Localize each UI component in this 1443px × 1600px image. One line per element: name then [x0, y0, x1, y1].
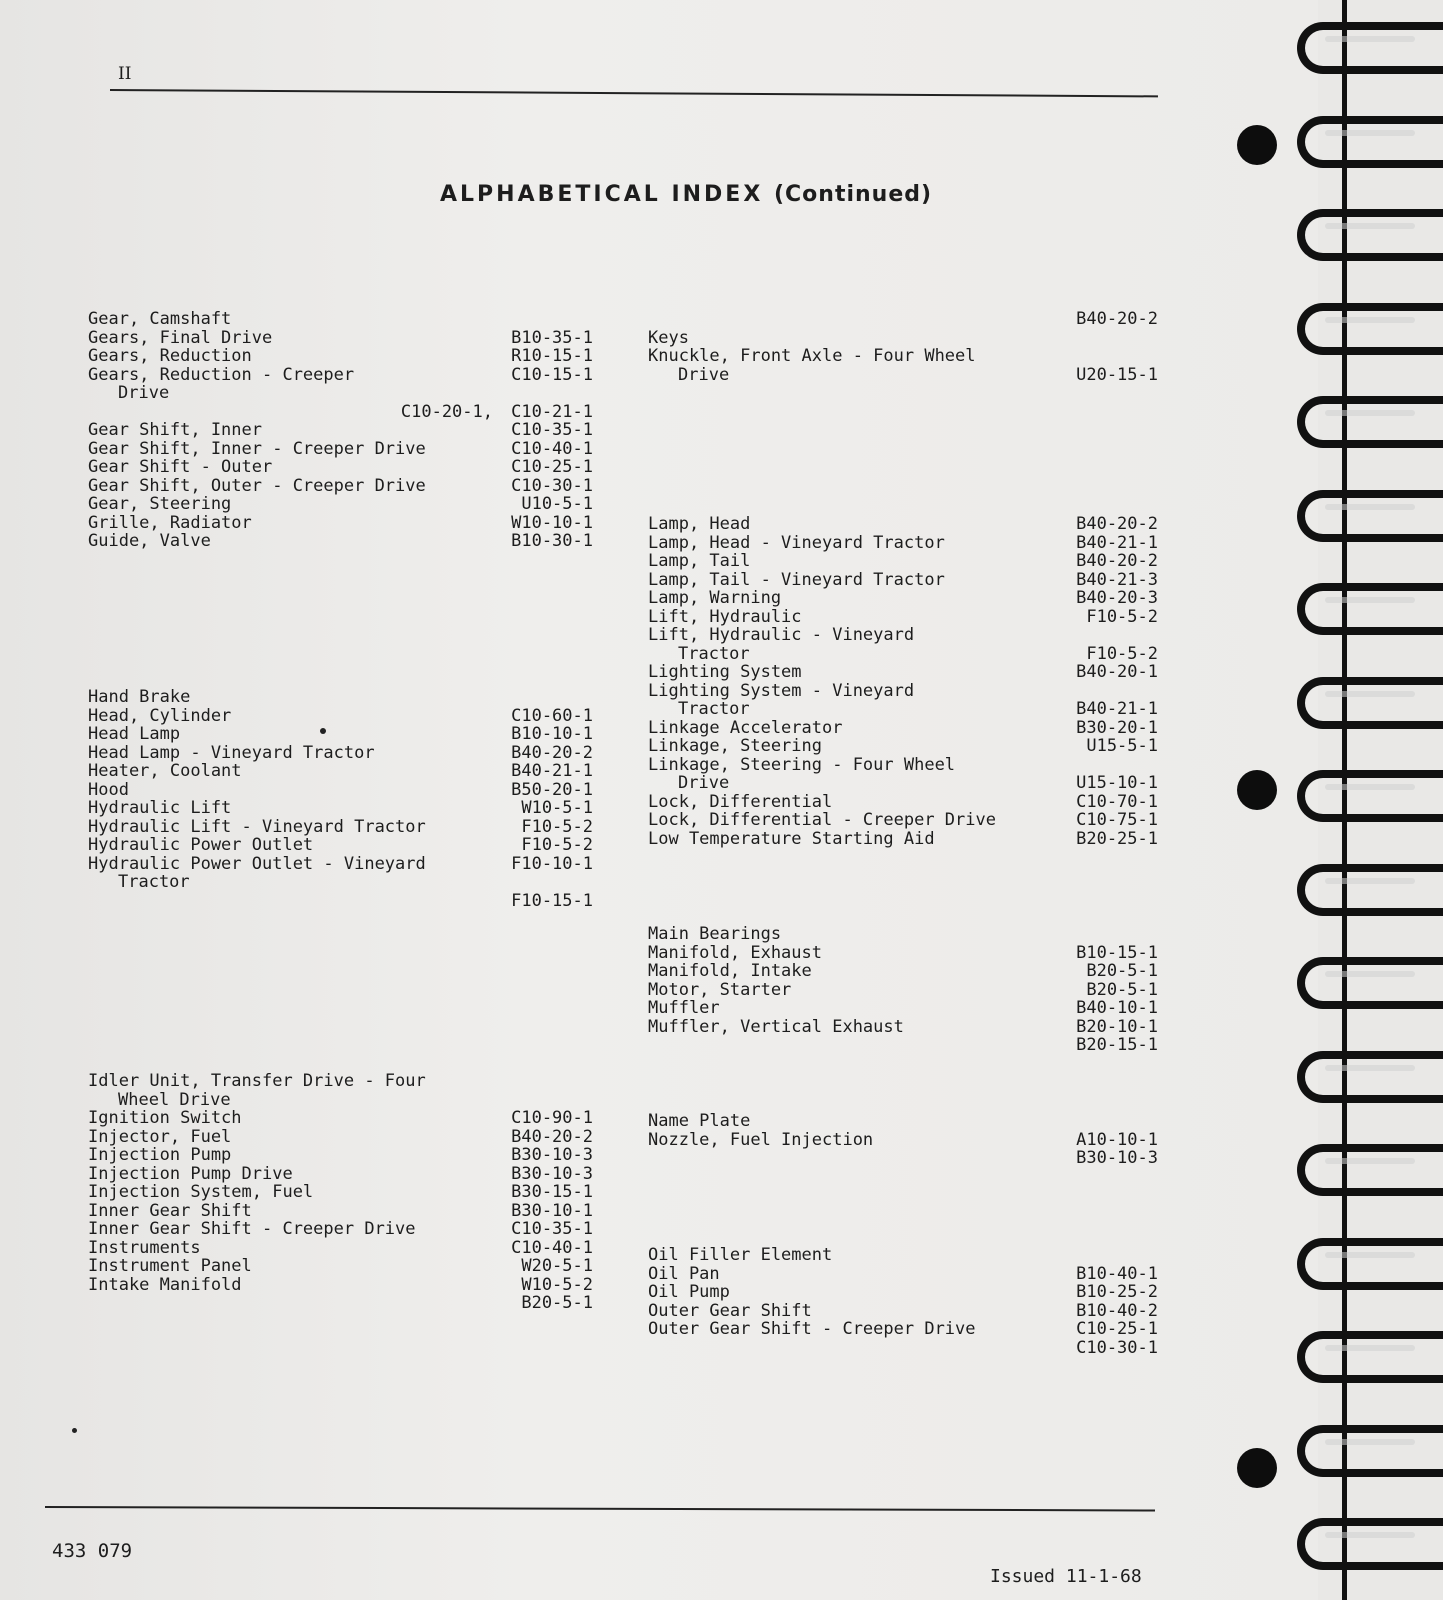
binding-ring	[1297, 1238, 1443, 1290]
entry-reference: B40-21-3	[1076, 569, 1158, 590]
entry-reference: B10-25-2	[1076, 1282, 1158, 1302]
entry-label: Oil Pump	[648, 1282, 730, 1302]
entry-label: Lock, Differential - Creeper Drive	[648, 810, 996, 830]
entry-label: Drive	[678, 773, 730, 793]
entry-reference: B40-20-2	[511, 1126, 593, 1147]
entry-reference: C10-30-1	[1076, 1337, 1158, 1358]
index-entry	[648, 811, 1158, 830]
index-entry	[648, 682, 1158, 701]
entry-label: Hand Brake	[88, 687, 191, 707]
index-entry	[88, 440, 593, 459]
entry-label: Heater, Coolant	[88, 761, 242, 781]
entry-reference: F10-5-2	[521, 835, 593, 855]
index-entry	[88, 855, 593, 874]
entry-label: Lock, Differential	[648, 791, 833, 812]
entry-label: Head Lamp	[88, 724, 181, 744]
index-entry	[88, 799, 593, 818]
entry-label: Gear, Camshaft	[88, 309, 232, 329]
entry-reference: R10-15-1	[511, 346, 593, 366]
title-main: ALPHABETICAL INDEX	[440, 182, 764, 207]
index-entry	[88, 744, 593, 763]
binding-ring	[1297, 116, 1443, 168]
entry-reference: C10-15-1	[511, 364, 593, 385]
entry-reference: C10-25-1	[511, 457, 593, 477]
entry-label: Gears, Reduction	[88, 346, 252, 366]
entry-reference: B40-20-3	[1076, 588, 1158, 608]
entry-label: Guide, Valve	[88, 531, 211, 551]
entry-label: Ignition Switch	[88, 1108, 242, 1128]
binding-ring	[1297, 303, 1443, 355]
entry-reference: U10-5-1	[521, 494, 593, 514]
right-group	[648, 1246, 1158, 1357]
index-entry	[648, 1320, 1158, 1339]
entry-label: Tractor	[678, 699, 750, 719]
binding-ring	[1297, 22, 1443, 74]
index-entry	[648, 1265, 1158, 1284]
entry-reference: W10-10-1	[511, 512, 593, 533]
entry-reference: B10-10-1	[511, 724, 593, 744]
index-entry	[648, 645, 1158, 664]
entry-reference: B20-25-1	[1076, 828, 1158, 849]
index-entry	[88, 310, 593, 329]
print-speck	[72, 1428, 77, 1433]
document-number: 433 079	[52, 1540, 133, 1562]
title-suffix: (Continued)	[773, 182, 933, 207]
index-entry	[88, 514, 593, 533]
entry-reference: B30-20-1	[1076, 717, 1158, 738]
index-entry	[648, 944, 1158, 963]
index-entry	[88, 347, 593, 366]
index-entry	[88, 688, 593, 707]
entry-label: Name Plate	[648, 1111, 751, 1131]
left-group	[88, 1072, 593, 1313]
index-entry	[648, 571, 1158, 590]
entry-reference: F10-10-1	[511, 853, 593, 874]
index-entry	[88, 421, 593, 440]
entry-reference: W20-5-1	[521, 1256, 593, 1276]
entry-reference: B30-15-1	[511, 1182, 593, 1202]
index-entry	[88, 1091, 593, 1110]
entry-label: Injector, Fuel	[88, 1126, 232, 1147]
entry-reference: B40-21-1	[1076, 532, 1158, 553]
entry-reference: B10-30-1	[511, 531, 593, 551]
index-entry	[648, 1131, 1158, 1150]
entry-label: Hood	[88, 779, 129, 800]
entry-reference: B40-21-1	[1076, 699, 1158, 719]
entry-reference: B40-20-1	[1076, 662, 1158, 682]
index-entry	[88, 818, 593, 837]
punch-hole	[1237, 1448, 1277, 1488]
binding-ring	[1297, 1425, 1443, 1477]
entry-reference: C10-60-1	[511, 705, 593, 726]
entry-label: Oil Filler Element	[648, 1245, 833, 1265]
binding-ring	[1297, 770, 1443, 822]
page-title	[440, 182, 933, 207]
entry-label: Gears, Final Drive	[88, 327, 273, 348]
index-entry	[648, 1302, 1158, 1321]
entry-reference: B10-15-1	[1076, 942, 1158, 963]
index-entry	[648, 608, 1158, 627]
entry-label: Main Bearings	[648, 924, 782, 944]
entry-label: Instrument Panel	[88, 1256, 252, 1276]
header-rule	[110, 89, 1158, 97]
index-entry	[88, 458, 593, 477]
entry-label: Keys	[648, 327, 689, 348]
index-entry	[648, 534, 1158, 553]
index-entry	[88, 1220, 593, 1239]
index-entry	[88, 781, 593, 800]
entry-label: Head, Cylinder	[88, 705, 232, 726]
index-entry	[648, 515, 1158, 534]
entry-reference: F10-5-2	[1086, 643, 1158, 664]
right-group	[648, 515, 1158, 848]
entry-label: Hydraulic Lift	[88, 798, 232, 818]
index-entry	[88, 725, 593, 744]
binding-ring	[1297, 957, 1443, 1009]
entry-reference: B30-10-3	[511, 1145, 593, 1165]
entry-label: Lighting System - Vineyard	[648, 680, 915, 701]
index-entry	[648, 347, 1158, 366]
index-entry	[88, 384, 593, 403]
index-entry	[648, 793, 1158, 812]
index-entry	[88, 1202, 593, 1221]
entry-reference: W10-5-1	[521, 798, 593, 818]
entry-label: Gear Shift - Outer	[88, 457, 273, 477]
entry-label: Inner Gear Shift - Creeper Drive	[88, 1219, 416, 1239]
entry-reference: W10-5-2	[521, 1274, 593, 1295]
page-number: II	[118, 64, 132, 84]
index-entry	[648, 589, 1158, 608]
index-entry	[648, 366, 1158, 385]
entry-label: Injection Pump	[88, 1145, 232, 1165]
entry-reference: B40-20-2	[1076, 551, 1158, 571]
issued-date: Issued 11-1-68	[990, 1566, 1142, 1587]
entry-label: Lamp, Head - Vineyard Tractor	[648, 532, 945, 553]
entry-label: Intake Manifold	[88, 1274, 242, 1295]
index-entry	[88, 329, 593, 348]
entry-reference: C10-40-1	[511, 438, 593, 459]
footer-rule	[45, 1506, 1155, 1511]
index-entry	[648, 1149, 1158, 1168]
right-group	[648, 1112, 1158, 1168]
entry-reference: C10-30-1	[511, 475, 593, 496]
index-entry	[88, 1072, 593, 1091]
entry-label: Nozzle, Fuel Injection	[648, 1129, 874, 1150]
index-entry	[648, 999, 1158, 1018]
binding-ring	[1297, 583, 1443, 635]
entry-label: Head Lamp - Vineyard Tractor	[88, 742, 375, 763]
print-speck	[320, 728, 326, 734]
index-entry	[88, 1257, 593, 1276]
entry-label: Wheel Drive	[118, 1089, 231, 1110]
entry-reference: A10-10-1	[1076, 1129, 1158, 1150]
entry-label: Gears, Reduction - Creeper	[88, 364, 355, 385]
index-entry	[88, 1146, 593, 1165]
index-entry	[88, 366, 593, 385]
binding-ring	[1297, 490, 1443, 542]
entry-label: Manifold, Exhaust	[648, 942, 822, 963]
binding-ring	[1297, 1331, 1443, 1383]
right-group	[648, 925, 1158, 1055]
index-entry	[88, 873, 593, 892]
entry-label: Tractor	[118, 872, 190, 892]
entry-label: Hydraulic Power Outlet	[88, 835, 314, 855]
index-entry	[88, 762, 593, 781]
entry-label: Lift, Hydraulic - Vineyard	[648, 625, 915, 645]
entry-label: Linkage Accelerator	[648, 717, 843, 738]
entry-label: Injection Pump Drive	[88, 1163, 293, 1184]
entry-label: Outer Gear Shift	[648, 1300, 812, 1321]
right-group	[648, 310, 1158, 384]
entry-label: Low Temperature Starting Aid	[648, 828, 935, 849]
index-entry	[648, 663, 1158, 682]
index-entry	[648, 310, 1158, 329]
entry-reference: C10-70-1	[1076, 791, 1158, 812]
binding-ring	[1297, 1518, 1443, 1570]
index-entry	[88, 1239, 593, 1258]
binding-ring	[1297, 864, 1443, 916]
entry-label: Outer Gear Shift - Creeper Drive	[648, 1319, 976, 1339]
entry-reference: F10-5-2	[521, 816, 593, 837]
entry-reference: C10-35-1	[511, 420, 593, 440]
entry-reference: U20-15-1	[1076, 364, 1158, 385]
index-entry	[88, 892, 593, 911]
entry-reference: B30-10-3	[511, 1163, 593, 1184]
entry-reference: B40-10-1	[1076, 998, 1158, 1018]
binding-ring	[1297, 1144, 1443, 1196]
binding-ring	[1297, 677, 1443, 729]
entry-reference: B40-21-1	[511, 761, 593, 781]
entry-reference: C10-40-1	[511, 1237, 593, 1258]
binding-ring	[1297, 1051, 1443, 1103]
index-entry	[648, 1246, 1158, 1265]
index-entry	[88, 1165, 593, 1184]
index-entry	[88, 707, 593, 726]
index-entry	[648, 626, 1158, 645]
punch-hole	[1237, 125, 1277, 165]
entry-reference: F10-5-2	[1086, 606, 1158, 627]
entry-label: Knuckle, Front Axle - Four Wheel	[648, 346, 976, 366]
entry-label: Lamp, Warning	[648, 588, 782, 608]
entry-label: Manifold, Intake	[648, 961, 812, 981]
index-entry	[88, 1128, 593, 1147]
index-entry	[648, 774, 1158, 793]
index-entry	[88, 495, 593, 514]
entry-reference: B30-10-3	[1076, 1148, 1158, 1168]
index-entry	[648, 1112, 1158, 1131]
entry-label: Lamp, Tail	[648, 551, 751, 571]
index-entry	[88, 532, 593, 551]
entry-label: Inner Gear Shift	[88, 1200, 252, 1221]
entry-reference: B40-20-2	[1076, 514, 1158, 534]
left-group	[88, 310, 593, 551]
entry-reference: C10-35-1	[511, 1219, 593, 1239]
entry-reference: C10-25-1	[1076, 1319, 1158, 1339]
entry-label: Gear, Steering	[88, 494, 232, 514]
entry-reference: B30-10-1	[511, 1200, 593, 1221]
entry-label: Drive	[118, 383, 170, 403]
index-entry	[88, 1276, 593, 1295]
index-entry	[88, 403, 593, 422]
index-entry	[88, 1109, 593, 1128]
entry-label: Muffler, Vertical Exhaust	[648, 1016, 904, 1037]
punch-hole	[1237, 770, 1277, 810]
left-group	[88, 688, 593, 910]
entry-label: Lift, Hydraulic	[648, 606, 802, 627]
entry-reference: B20-5-1	[521, 1293, 593, 1313]
index-entry	[648, 830, 1158, 849]
entry-reference: B40-20-2	[511, 742, 593, 763]
entry-label: Linkage, Steering - Four Wheel	[648, 754, 956, 775]
entry-label: Hydraulic Lift - Vineyard Tractor	[88, 816, 426, 837]
entry-label: Linkage, Steering	[648, 736, 822, 756]
entry-reference: B10-40-2	[1076, 1300, 1158, 1321]
entry-reference: B20-5-1	[1086, 979, 1158, 1000]
index-entry	[648, 756, 1158, 775]
index-entry	[648, 1036, 1158, 1055]
entry-label: Instruments	[88, 1237, 201, 1258]
index-entry	[88, 1294, 593, 1313]
index-entry	[88, 1183, 593, 1202]
entry-reference: B10-40-1	[1076, 1263, 1158, 1284]
entry-reference: B10-35-1	[511, 327, 593, 348]
entry-label: Gear Shift, Inner	[88, 420, 262, 440]
entry-reference: U15-10-1	[1076, 773, 1158, 793]
entry-label: Gear Shift, Inner - Creeper Drive	[88, 438, 426, 459]
binding-ring	[1297, 209, 1443, 261]
entry-label: Injection System, Fuel	[88, 1182, 314, 1202]
entry-reference-alt: C10-20-1,	[400, 401, 493, 422]
entry-reference: B40-20-2	[1076, 309, 1158, 329]
entry-label: Lamp, Head	[648, 514, 751, 534]
entry-label: Grille, Radiator	[88, 512, 252, 533]
index-entry	[648, 962, 1158, 981]
entry-label: Idler Unit, Transfer Drive - Four	[88, 1071, 426, 1091]
index-entry	[648, 1018, 1158, 1037]
index-entry	[648, 1283, 1158, 1302]
binding-ring	[1297, 396, 1443, 448]
entry-reference: C10-90-1	[511, 1108, 593, 1128]
entry-reference: F10-15-1	[511, 890, 593, 911]
index-entry	[648, 737, 1158, 756]
entry-reference: B50-20-1	[511, 779, 593, 800]
index-entry	[648, 925, 1158, 944]
entry-label: Hydraulic Power Outlet - Vineyard	[88, 853, 426, 874]
index-entry	[648, 1339, 1158, 1358]
index-entry	[648, 700, 1158, 719]
entry-label: Oil Pan	[648, 1263, 720, 1284]
index-entry	[88, 836, 593, 855]
entry-reference: C10-75-1	[1076, 810, 1158, 830]
entry-label: Lighting System	[648, 662, 802, 682]
index-entry	[648, 981, 1158, 1000]
entry-reference: B20-15-1	[1076, 1035, 1158, 1055]
index-entry	[88, 477, 593, 496]
index-entry	[648, 552, 1158, 571]
entry-label: Drive	[678, 364, 730, 385]
entry-reference: U15-5-1	[1086, 736, 1158, 756]
index-entry	[648, 719, 1158, 738]
index-entry	[648, 329, 1158, 348]
entry-label: Muffler	[648, 998, 720, 1018]
entry-label: Lamp, Tail - Vineyard Tractor	[648, 569, 945, 590]
entry-label: Gear Shift, Outer - Creeper Drive	[88, 475, 426, 496]
entry-reference: C10-21-1	[511, 401, 593, 422]
entry-label: Tractor	[678, 643, 750, 664]
entry-label: Motor, Starter	[648, 979, 792, 1000]
entry-reference: B20-5-1	[1086, 961, 1158, 981]
entry-reference: B20-10-1	[1076, 1016, 1158, 1037]
